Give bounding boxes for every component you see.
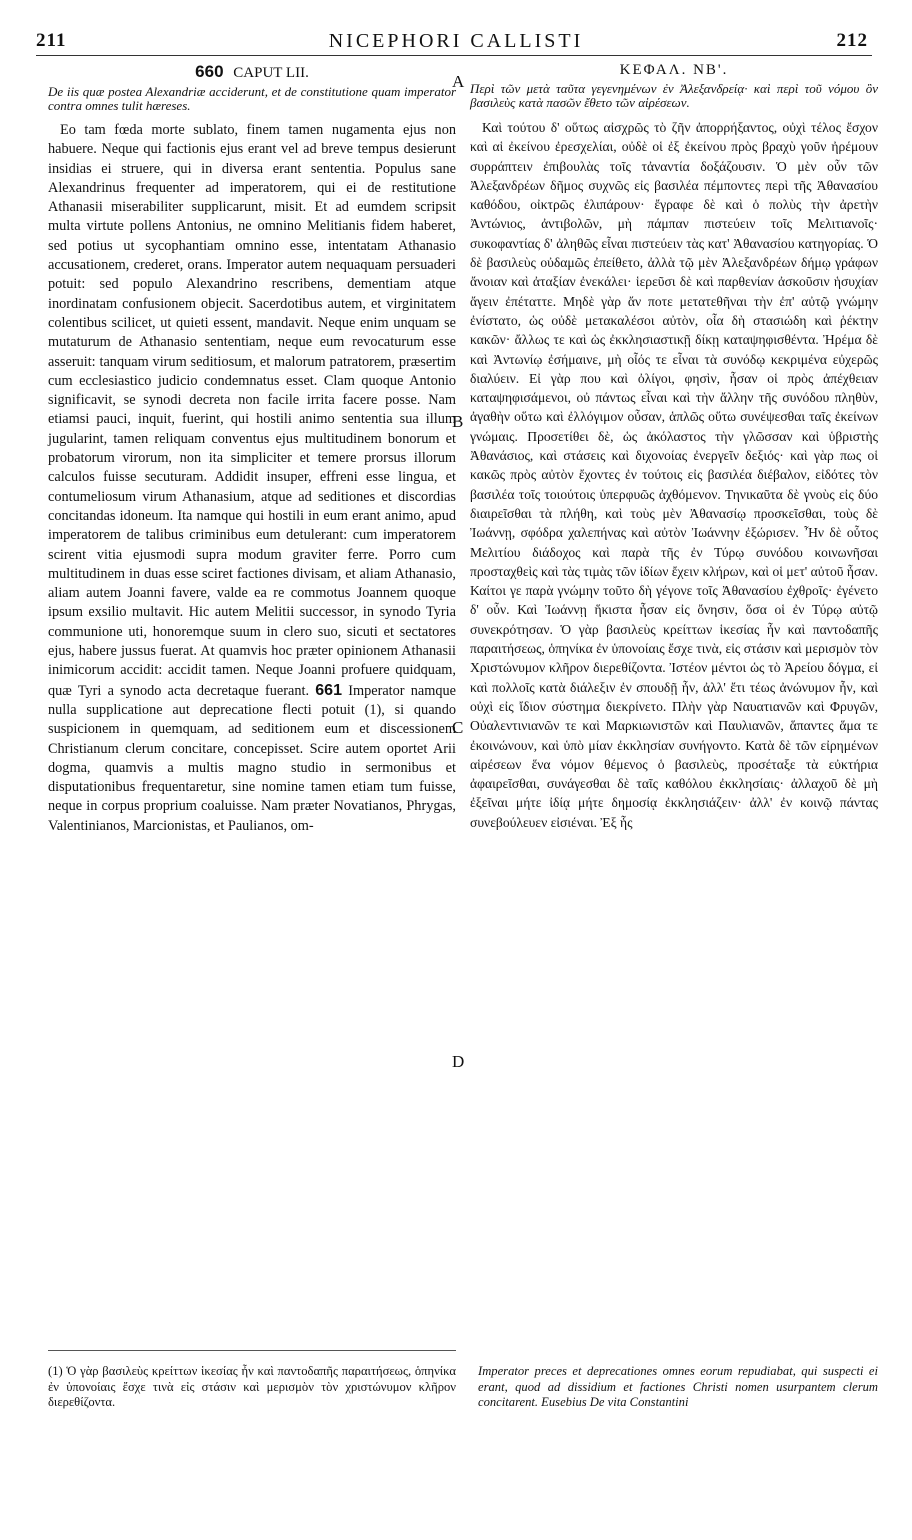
margin-letter-d: D (452, 1052, 465, 1071)
latin-body-text (48, 121, 456, 836)
margin-letter-a: A (452, 72, 465, 91)
greek-chapter-summary: Περὶ τῶν μετὰ ταῦτα γεγενημένων ἐν Ἀλεξανδρείᾳ· καὶ περὶ τοῦ νόμου ὃν βασιλεὺς κατὰ πασῶν ἔθετο τῶν αἱρέσεων. (470, 81, 878, 110)
left-page-number: 211 (36, 30, 67, 51)
column-number-661: 661 (315, 681, 342, 699)
margin-letter-c: C (452, 718, 464, 737)
latin-chapter-title: CAPUT LII. (233, 65, 309, 81)
caput-margin-number: 660 (195, 62, 224, 81)
latin-text-part-2: Imperator namque nulla supplicatione aut deprecatione flecti potuit (1), si quando suspicionem in quemquam, ad seditionem eum et discessionem Christianum clerum concitare, concepisset. Scire autem oportet Arii dogma, quamvis a multis magno studio in sermonibus et disputationibus frequentaretur, sine nomine tamen etiam tum fuisse, neque in corpus proprium coaluisse. Nam præter Novatianos, Phrygas, Valentinianos, Marcionistas, et Paulianos, om- (48, 682, 457, 834)
footnote-greek (48, 1364, 456, 1411)
running-title: NICEPHORI CALLISTI (328, 30, 584, 52)
right-page-number: 212 (836, 30, 868, 51)
footnote-rule (48, 1350, 456, 1351)
margin-letter-b: B (452, 412, 464, 431)
footnote-greek-text: (1) Ὁ γὰρ βασιλεὺς κρείττων ἱκεσίας ἦν καὶ παντοδαπῆς παραιτήσεως, ὁπηνίκα ἐν ὑπονοίαις ἔσχε τινὰ εἰς στάσιν καὶ μερισμὸν τὸν χριστώνυμον κλῆρον διερεθίζοντα. (48, 1364, 456, 1410)
greek-chapter-heading: ΚΕΦΑΛ. ΝΒ'. (619, 62, 729, 78)
greek-body-text: Καὶ τούτου δ' οὕτως αἰσχρῶς τὸ ζῆν ἀπορρήξαντος, οὐχὶ τέλος ἔσχον καὶ αἱ ἐκείνου ἐρεσχελίαι, οὐδὲ οἱ ἐξ ἐκείνου πρὸς βραχὺ γοῦν ἠρέμουν συρράπτειν ἐπιβουλὰς τοῖς τἀναντία δοξάζουσιν. Ὁ μὲν οὖν τῶν Ἀλεξανδρέων δῆμος συχνῶς εἰς βασιλέα πέμποντες περὶ τῆς Ἀθανασίου καθόδου, οἰκτρῶς ἐλιπάρουν· ἔγραφε δὲ καὶ ὁ πολὺς τὴν ἀρετὴν Ἀντώνιος, ἀντιβολῶν, μὴ πάμπαν πιστεύειν τοῖς Μελιτιανοῖς· συκοφαντίας δ' ἀληθῶς εἶναι πιστεύειν τὰς κατ' Ἀθανασίου κατηγορίας. Ὁ δὲ βασιλεὺς οὐδαμῶς ἐπείθετο, ἀλλὰ τῷ μὲν Ἀλεξανδρέων δήμῳ γράφων ἄνοιαν καὶ ἀταξίαν ἐνεκάλει· ἱερεῦσι δὲ καὶ παρθενίαν ἀσκοῦσιν ἡσυχίαν ἄγειν ἐπέταττε. Μηδὲ γὰρ ἄν ποτε μετατεθῆναι τὴν ἐπ' αὐτῷ γνώμην ἐνίστατο, ὡς οὐδὲ μετακαλέσοι αὐτὸν, οἷα δὴ στασιώδη καὶ ῥέκτην κακῶν· ἄλλως τε καὶ ὡς ἐκκλησιαστικῇ δίκῃ καταψηφισθέντα. Ἠρέμα δὲ καὶ Ἀντωνίῳ ἐσήμαινε, μὴ οἷός τε εἶναι τὰ συνόδῳ κεκριμένα εὐχερῶς διαλύειν. Εἰ γὰρ που καὶ ὀλίγοι, φησὶν, ἦσαν οἱ πρὸς ἀπέχθειαν καταψηφισάμενοι, οὐ πάντως εἶναι καὶ τὴν ἄλλην τῆς συνόδου πληθὺν, ἀγαθὴν οὕτω καὶ ἐλλόγιμον οὖσαν, ἁπλῶς οὕτω συνέψεσθαι ταῖς ἐκείνων γνώμαις. Προσετίθει δὲ, ὡς ἀκόλαστος τὴν γλῶσσαν καὶ ὑβριστὴς Ἀθανάσιος, καὶ στάσεις καὶ διχονοίας ἐνεργεῖν δεξιός· καὶ γὰρ πως οἱ κακῶς πρὸς αὐτὸν ἔχοντες ἐν τούτοις εἰς βασιλέα διέβαλον, εἰδότες τὸν βασιλέα τοῖς τοιούτοις ὑπερφυῶς ἀχθόμενον. Τηνικαῦτα δὲ γνοὺς εἰς δύο διαιρεῖσθαι τὰ πλήθη, καὶ τοὺς μὲν Ἀθανασίῳ προσκεῖσθαι, τοὺς δὲ Ἰωάννῃ, σφόδρα χαλεπήνας καὶ αὐτὸν Ἰωάννην ἐξώρισεν. Ἦν δὲ οὗτος Μελιτίου διάδοχος καὶ παρὰ τῆς ἐν Τύρῳ συνόδου κοινωνῆσαι προσταχθεὶς καὶ τὰς τιμὰς τῶν ἰδίων ἔχειν κλήρων, καὶ οἱ μετ' αὐτοῦ ἦσαν. Καίτοι γε παρὰ γνώμην τοῦτο δὴ γέγονε τοῖς Ἀθανασίου ἐχθροῖς· ἐγένετο δ' οὖν. Καὶ Ἰωάννῃ ἥκιστα ἦσαν εἰς ὄνησιν, ὅσα οἱ ἐν Τύρῳ αὐτῷ συνεκρότησαν. Ὁ γὰρ βασιλεὺς κρείττων ἱκεσίας ἦν καὶ παντοδαπῆς παραιτήσεως, ὁπηνίκα ἐν ὑπονοίαις ἔσχε τινὰ, εἰς στάσιν καὶ μερισμὸν τὸν Χριστώνυμον κλῆρον διερεθίζοντα. Ἰστέον μέντοι ὡς τὸ Ἀρείου δόγμα, εἰ καὶ πολλοῖς κατὰ διάλεξιν ἐν σπουδῇ ἦν, ἀλλ' ἔτι τέως ἀνώνυμον ἦν, καὶ οὐχὶ εἰς ἴδιον σύστημα διεκρίνετο. Πλὴν γὰρ Ναυατιανῶν καὶ Φρυγῶν, Οὐαλεντινιανῶν τε καὶ Μαρκιωνιστῶν καὶ Παυλιανῶν, ἅπαντες ἅμα τε ἐκοινώνουν, καὶ ὑπὸ μίαν ἐκκλησίαν συνήγοντο. Κατὰ δὲ τῶν εἰρημένων αἱρέσεων ἕνα νόμον θέμενος ὁ βασιλεὺς, προσέταξε τὰ εὐκτήρια ἀφαιρεῖσθαι, συνάγεσθαι δὲ ταῖς καθόλου ἐκκλησίαις· ἀλλαχοῦ δὲ μὴ ἐξεῖναι μήτε ἰδίᾳ μήτε δημοσίᾳ ἐκκλησιάζειν· ἀλλ' ἐν κοινῷ πάντας συνεβούλευεν εἰσιέναι. Ἐξ ἧς (470, 120, 878, 830)
latin-text-part-1: Eo tam fœda morte sublato, finem tamen nugamenta ejus non habuere. Neque qui factionis ejus erant vel ad breve tempus desierunt insidias ei struere, qui in diversa erant sententia. Populus sane Alexandrinus frequenter ad imperatorem, qui ei de restitutione Athanasii miserabiliter supplicarunt, misit. Et ad eumdem scripsit multa virtute pollens Antonius, ne omnino Melitianis fidem haberet, sed potius ut sycophantiam omnino esse, intentatam Athanasio accusationem, crederet, orans. Imperator autem nequaquam persuaderi potuit: sed populo Alexandrino rescribens, dementiam atque inordinatam confusionem objecit. Sacerdotibus autem, et virginitatem colentibus scilicet, ut quieti essent, mandavit. Neque enim unquam se mutaturum de Athanasio sententiam, neque eum revocaturum esse asseruit: tanquam virum seditiosum, et malorum patratorem, præsertim cum ecclesiastico judicio condemnatus esset. Clam quoque Antonio significavit, se synodi decreta non facile irrita facere posse. Nam etiamsi pauci, inquit, fuerint, qui hostili animo sententia sua illum jugularint, tamen reliquam conventus ejus multitudinem bonorum et probatorum virorum, non ita simpliciter et temere prorsus illorum calculos fuisse secuturam. Addidit insuper, effreni esse lingua, et contumeliosum virum Athanasium, atque ad seditiones et discordias concitandas idoneum. Ita namque qui hostili in eum erant animo, apud imperatorem de talibus criminibus eum detulerant: cum imperatorem scirent vitia ejusmodi supra modum graviter ferre. Porro cum multitudinem in duas esse sciret factiones divisam, et aliam Athanasio, aliam autem Joanni favere, valde ea re commotus Joannem quoque ipsum exsilio multavit. Hic autem Melitii successor, in synodo Tyria communione uti, honoremque suum in clero suo, sicuti et sectatores ejus, habere jussus fuerat. At quamvis hoc præter opinionem Athanasii inimicorum accidit: accidit tamen. Neque Joanni profuere quidquam, quæ Tyri a synodo acta decretaque fuerant. (48, 122, 456, 699)
header-rule (36, 55, 872, 56)
greek-column (470, 60, 878, 832)
latin-chapter-summary: De iis quæ postea Alexandriæ acciderunt, et de constitutione quam imperator contra omnes tulit hæreses. (48, 84, 456, 113)
footnote-latin: Imperator preces et deprecationes omnes eorum repudiabat, qui suspecti ei erant, quod ad dissidium et factiones Christi nomen usurpantem clerum concitarent. Eusebius De vita Constantini (478, 1364, 878, 1410)
latin-column (48, 60, 456, 836)
latin-chapter-heading (48, 62, 456, 82)
